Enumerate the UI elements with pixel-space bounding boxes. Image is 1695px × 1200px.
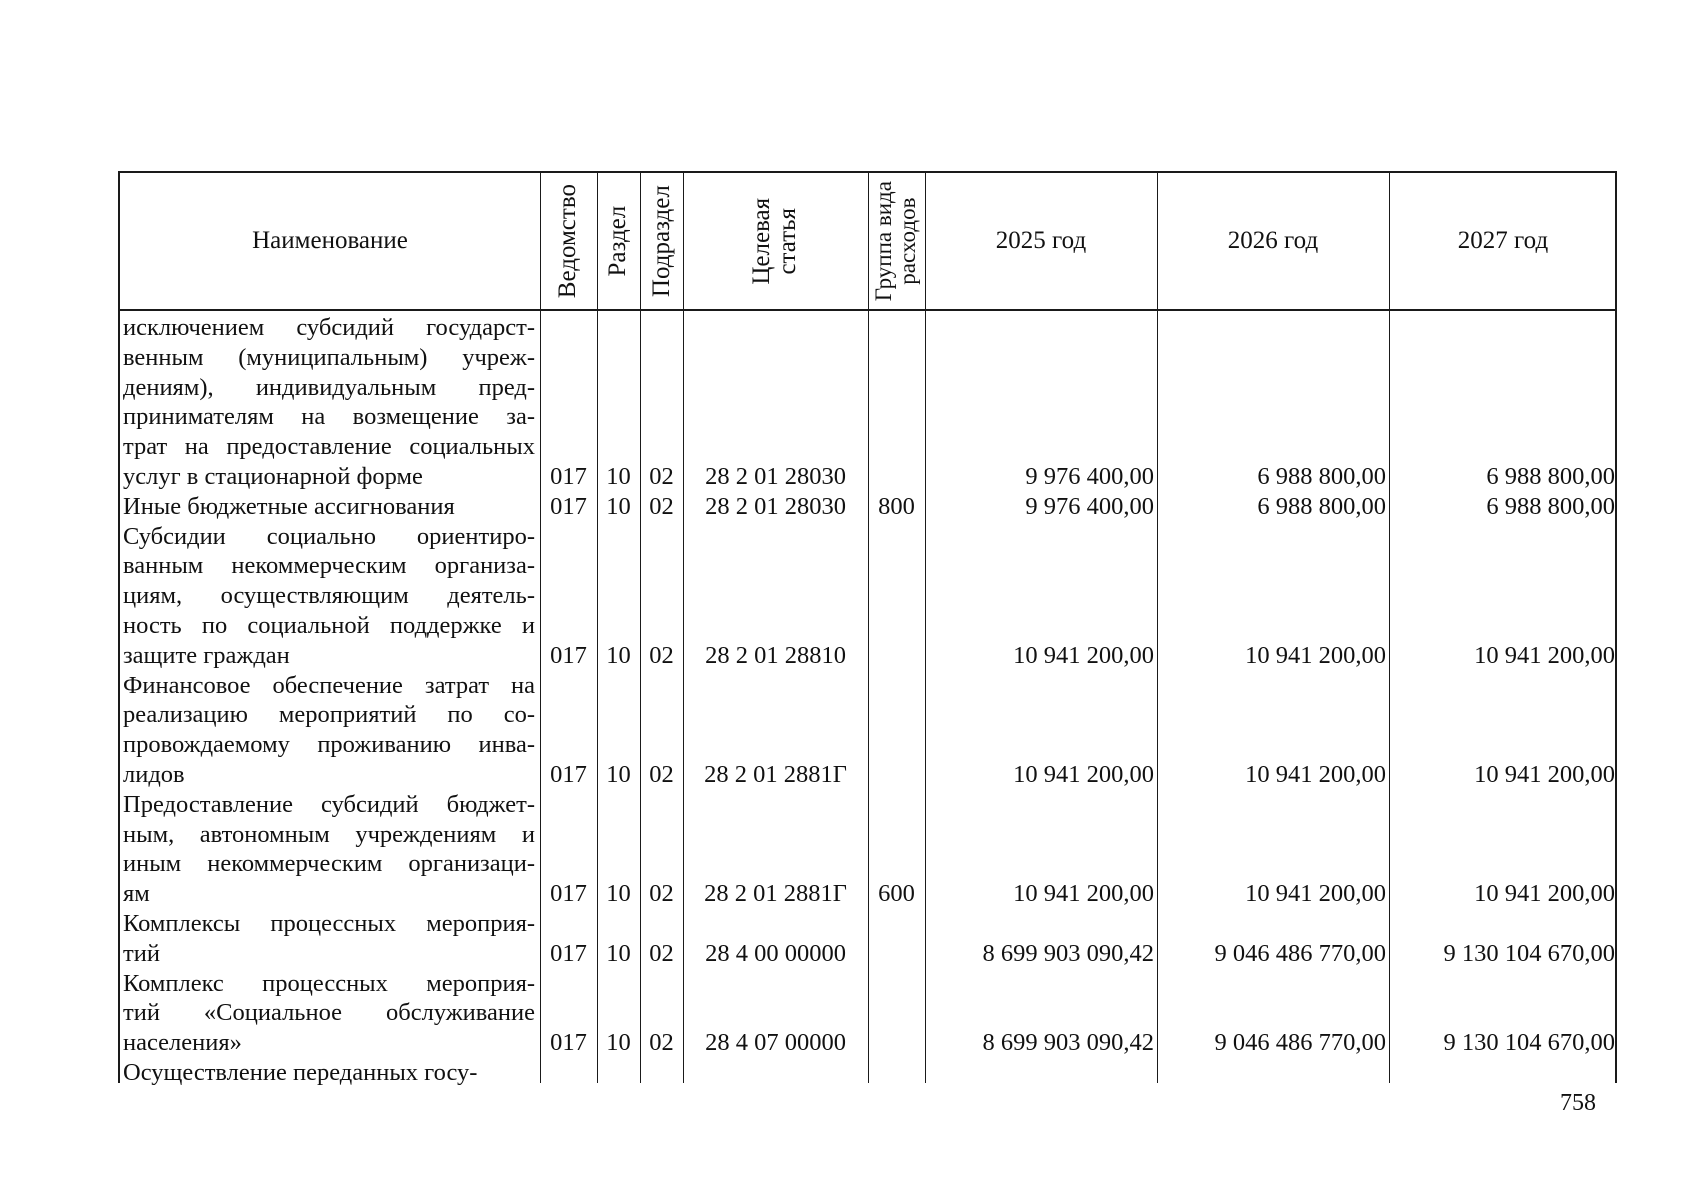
row-name [123,313,535,492]
row-name-line: реализацию мероприятий по со- [123,701,535,729]
row-name-line: тий «Социальное обслуживание [123,999,535,1027]
cell-v2027: 10 941 200,00 [1474,880,1615,908]
cell-podr: 02 [649,939,674,967]
cell-v2027: 9 130 104 670,00 [1443,1029,1615,1057]
cell-cs: 28 2 01 2881Г [704,880,847,908]
header-gruppa-line-2: расходов [895,197,921,285]
row-name-line: Осуществление переданных госу- [123,1059,478,1086]
cell-razd: 10 [606,880,631,908]
cell-ved: 017 [550,939,587,967]
row-name [123,969,535,1058]
cell-cs: 28 2 01 28030 [705,463,846,490]
cell-razd: 10 [606,463,631,490]
row-name-line: населения» [123,1029,242,1057]
cell-razd: 10 [606,939,631,967]
budget-table [118,171,1617,1086]
header-2027-label: 2027 год [1457,227,1549,254]
cell-v2026: 6 988 800,00 [1257,463,1386,490]
table-row [120,313,1615,492]
header-razdel-label: Раздел [604,205,632,277]
row-name-line: ям [123,880,150,908]
cell-podr: 02 [649,880,674,908]
cell-v2025: 10 941 200,00 [1013,880,1154,908]
header-gruppa [868,173,925,309]
cell-v2025: 9 976 400,00 [1025,492,1154,520]
cell-ved: 017 [550,760,587,788]
header-vedomstvo [540,173,597,309]
row-name-line: Комплекс процессных мероприя- [123,969,535,997]
header-celevaya-line-1: Целевая [748,197,776,285]
cell-cs: 28 4 07 00000 [705,1029,846,1057]
header-celevaya-line-2: статья [774,207,802,275]
cell-v2026: 10 941 200,00 [1245,880,1386,908]
header-2027 [1389,173,1617,309]
header-podrazdel-label: Подраздел [647,185,675,297]
cell-razd: 10 [606,760,631,788]
row-name-line: Иные бюджетные ассигнования [123,492,455,520]
table-row [120,969,1615,1058]
cell-v2027: 10 941 200,00 [1474,641,1615,669]
cell-razd: 10 [606,1029,631,1057]
cell-podr: 02 [649,463,674,490]
row-name-line: Финансовое обеспечение затрат на [123,671,535,699]
row-name-line: лидов [123,760,185,788]
cell-cs: 28 2 01 28810 [705,641,846,669]
row-name [123,909,535,969]
cell-cs: 28 2 01 28030 [705,492,846,520]
header-gruppa-line-1: Группа вида [871,180,897,302]
table-row [120,522,1615,671]
cell-v2025: 10 941 200,00 [1013,641,1154,669]
row-name-line: венным (муниципальным) учреж- [123,343,535,371]
cell-podr: 02 [649,641,674,669]
cell-v2027: 6 988 800,00 [1486,492,1615,520]
cell-v2026: 10 941 200,00 [1245,760,1386,788]
cell-v2025: 9 976 400,00 [1025,463,1154,490]
row-name-line: Предоставление субсидий бюджет- [123,790,535,818]
row-name [123,492,535,522]
table-row [120,671,1615,790]
row-name-line: дениям), индивидуальным пред- [123,373,535,401]
row-name-line: трат на предоставление социальных [123,433,535,461]
cell-cs: 28 2 01 2881Г [704,760,847,788]
cell-v2027: 10 941 200,00 [1474,760,1615,788]
row-name-line: ным, автономным учреждениям и [123,820,535,848]
header-razdel [597,173,640,309]
cell-podr: 02 [649,760,674,788]
table-row [120,909,1615,969]
row-name-line: услуг в стационарной форме [123,462,423,490]
cell-ved: 017 [550,1029,587,1057]
row-name-line: тий [123,939,160,967]
row-name-line: принимателям на возмещение за- [123,403,535,431]
header-gruppa-label [872,181,920,301]
cell-podr: 02 [649,1029,674,1057]
row-name-line: исключением субсидий государст- [123,314,535,341]
header-celevaya [683,173,868,309]
row-name-line: иным некоммерческим организаци- [123,850,535,878]
header-2025 [925,173,1157,309]
table-row [120,1058,1615,1088]
cell-v2025: 10 941 200,00 [1013,760,1154,788]
cell-v2025: 8 699 903 090,42 [982,1029,1154,1057]
header-celevaya-label [749,198,802,285]
table-body [120,311,1615,1086]
row-name [123,1058,535,1088]
cell-v2026: 9 046 486 770,00 [1214,939,1386,967]
table-row [120,790,1615,909]
cell-v2026: 9 046 486 770,00 [1214,1029,1386,1057]
header-vedomstvo-label: Ведомство [554,183,582,299]
cell-v2025: 8 699 903 090,42 [982,939,1154,967]
header-2025-label: 2025 год [995,227,1087,254]
cell-razd: 10 [606,641,631,669]
cell-ved: 017 [550,880,587,908]
header-2026 [1157,173,1389,309]
cell-ved: 017 [550,641,587,669]
cell-razd: 10 [606,492,631,520]
row-name-line: циям, осуществляющим деятель- [123,582,535,610]
header-name [120,173,540,309]
header-name-label: Наименование [252,227,408,254]
row-name-line: провождаемому проживанию инва- [123,731,535,759]
row-name-line: Субсидии социально ориентиро- [123,522,535,550]
cell-cs: 28 4 00 00000 [705,939,846,967]
page-number: 758 [1560,1090,1596,1116]
cell-v2027: 9 130 104 670,00 [1443,939,1615,967]
cell-podr: 02 [649,492,674,520]
row-name-line: защите граждан [123,641,290,669]
cell-ved: 017 [550,463,587,490]
cell-v2026: 10 941 200,00 [1245,641,1386,669]
row-name-line: Комплексы процессных мероприя- [123,910,535,937]
cell-v2026: 6 988 800,00 [1257,492,1386,520]
cell-ved: 017 [550,492,587,520]
header-2026-label: 2026 год [1227,227,1319,254]
row-name-line: ность по социальной поддержке и [123,611,535,639]
header-podrazdel [640,173,683,309]
table-row [120,492,1615,522]
row-name [123,790,535,909]
cell-v2027: 6 988 800,00 [1486,463,1615,490]
cell-vr: 800 [878,492,915,520]
cell-vr: 600 [878,880,915,908]
row-name-line: ванным некоммерческим организа- [123,552,535,580]
row-name [123,522,535,671]
row-name [123,671,535,790]
